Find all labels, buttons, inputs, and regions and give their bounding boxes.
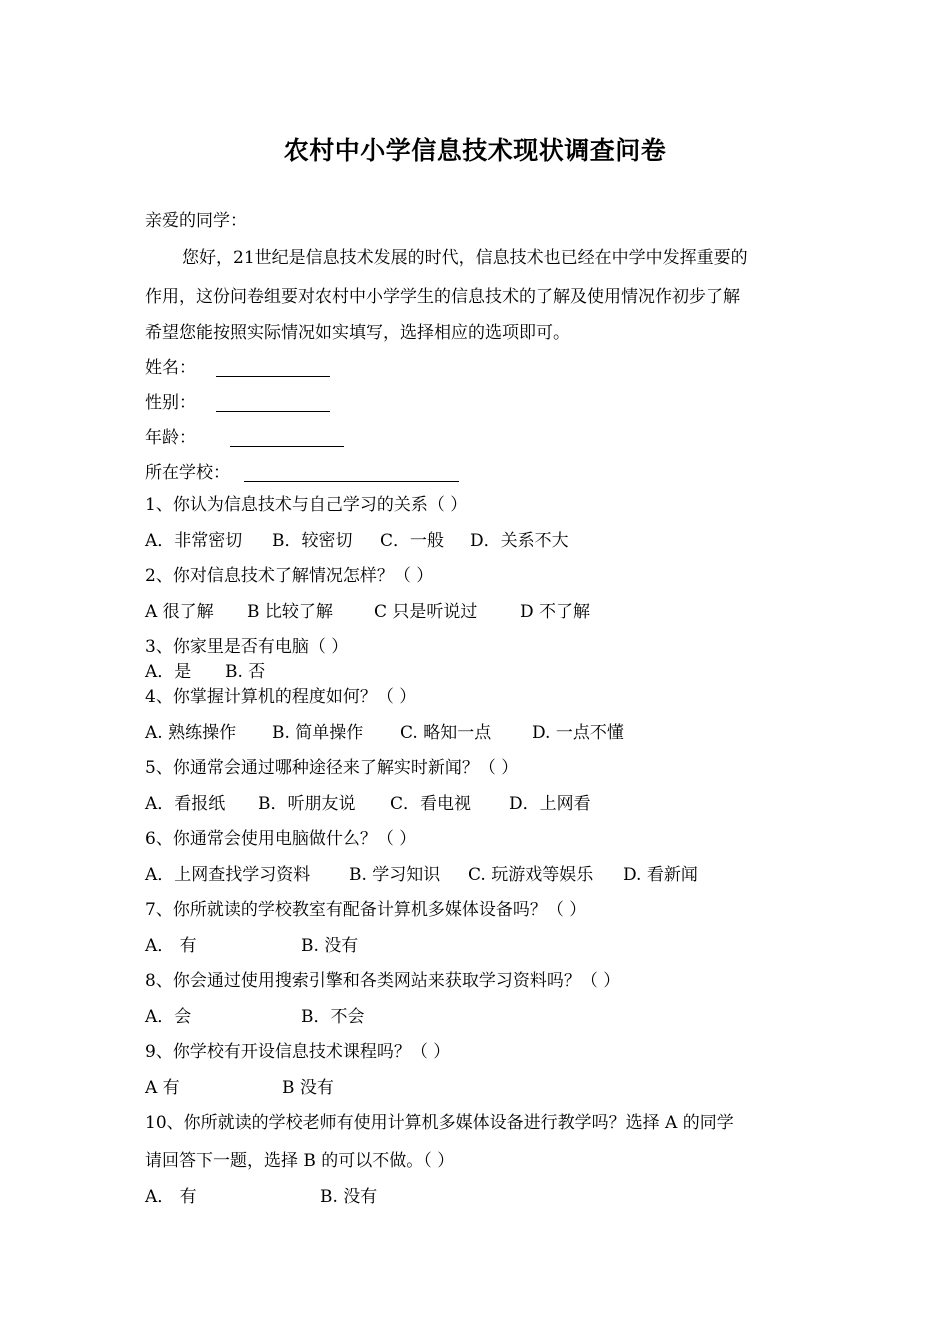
- q2-option-b[interactable]: B 比较了解: [247, 602, 333, 622]
- q3-option-b[interactable]: B. 否: [225, 662, 266, 682]
- q2-option-c[interactable]: C 只是听说过: [374, 602, 478, 622]
- question-9: 9、你学校有开设信息技术课程吗？（ ）: [145, 1042, 451, 1062]
- q10-option-a[interactable]: A． 有: [145, 1187, 197, 1207]
- q5-option-d[interactable]: D．上网看: [509, 794, 591, 814]
- q9-option-b[interactable]: B 没有: [282, 1078, 334, 1098]
- q5-option-b[interactable]: B．听朋友说: [258, 794, 356, 814]
- q4-option-d[interactable]: D. 一点不懂: [532, 723, 624, 743]
- q10-option-b[interactable]: B. 没有: [320, 1187, 378, 1207]
- q1-option-b[interactable]: B．较密切: [272, 531, 353, 551]
- q2-option-d[interactable]: D 不了解: [520, 602, 591, 622]
- intro-line-1: 您好，21世纪是信息技术发展的时代，信息技术也已经在中学中发挥重要的: [182, 248, 748, 268]
- question-10: 10、你所就读的学校老师有使用计算机多媒体设备进行教学吗？选择 A 的同学: [145, 1113, 734, 1133]
- question-10-line-2: 请回答下一题，选择 B 的可以不做。（ ）: [145, 1151, 455, 1171]
- question-4: 4、你掌握计算机的程度如何？（ ）: [145, 687, 417, 707]
- q2-option-a[interactable]: A 很了解: [145, 602, 214, 622]
- q3-option-a[interactable]: A．是: [145, 662, 192, 682]
- question-7: 7、你所就读的学校教室有配备计算机多媒体设备吗？（ ）: [145, 900, 587, 920]
- q6-option-c[interactable]: C. 玩游戏等娱乐: [468, 865, 594, 885]
- age-blank[interactable]: [230, 446, 344, 447]
- question-2: 2、你对信息技术了解情况怎样？（ ）: [145, 566, 434, 586]
- q8-option-b[interactable]: B．不会: [301, 1007, 365, 1027]
- gender-label: 性别：: [145, 393, 196, 413]
- age-label: 年龄：: [145, 428, 196, 448]
- name-label: 姓名：: [145, 358, 196, 378]
- q7-option-a[interactable]: A． 有: [145, 936, 197, 956]
- school-label: 所在学校：: [145, 463, 230, 483]
- intro-line-2: 作用，这份问卷组要对农村中小学学生的信息技术的了解及使用情况作初步了解: [145, 287, 740, 307]
- q6-option-a[interactable]: A．上网查找学习资料: [145, 865, 311, 885]
- gender-blank[interactable]: [216, 411, 330, 412]
- question-1: 1、你认为信息技术与自己学习的关系（ ）: [145, 495, 468, 515]
- q8-option-a[interactable]: A．会: [145, 1007, 192, 1027]
- q7-option-b[interactable]: B. 没有: [301, 936, 359, 956]
- question-3: 3、你家里是否有电脑（ ）: [145, 637, 349, 657]
- question-6: 6、你通常会使用电脑做什么？（ ）: [145, 829, 417, 849]
- q4-option-b[interactable]: B. 简单操作: [272, 723, 364, 743]
- question-8: 8、你会通过使用搜索引擎和各类网站来获取学习资料吗？（ ）: [145, 971, 621, 991]
- q4-option-a[interactable]: A. 熟练操作: [145, 723, 237, 743]
- q1-option-c[interactable]: C．一般: [380, 531, 445, 551]
- q1-option-a[interactable]: A．非常密切: [145, 531, 243, 551]
- question-5: 5、你通常会通过哪种途径来了解实时新闻？（ ）: [145, 758, 519, 778]
- intro-line-3: 希望您能按照实际情况如实填写，选择相应的选项即可。: [145, 323, 570, 343]
- q1-option-d[interactable]: D．关系不大: [470, 531, 569, 551]
- school-blank[interactable]: [244, 481, 459, 482]
- q6-option-b[interactable]: B. 学习知识: [349, 865, 441, 885]
- q5-option-c[interactable]: C．看电视: [390, 794, 472, 814]
- q4-option-c[interactable]: C. 略知一点: [400, 723, 492, 743]
- q5-option-a[interactable]: A．看报纸: [145, 794, 226, 814]
- greeting: 亲爱的同学：: [145, 211, 247, 231]
- q9-option-a[interactable]: A 有: [145, 1078, 180, 1098]
- q6-option-d[interactable]: D. 看新闻: [623, 865, 698, 885]
- name-blank[interactable]: [216, 376, 330, 377]
- page-title: 农村中小学信息技术现状调查问卷: [283, 136, 667, 165]
